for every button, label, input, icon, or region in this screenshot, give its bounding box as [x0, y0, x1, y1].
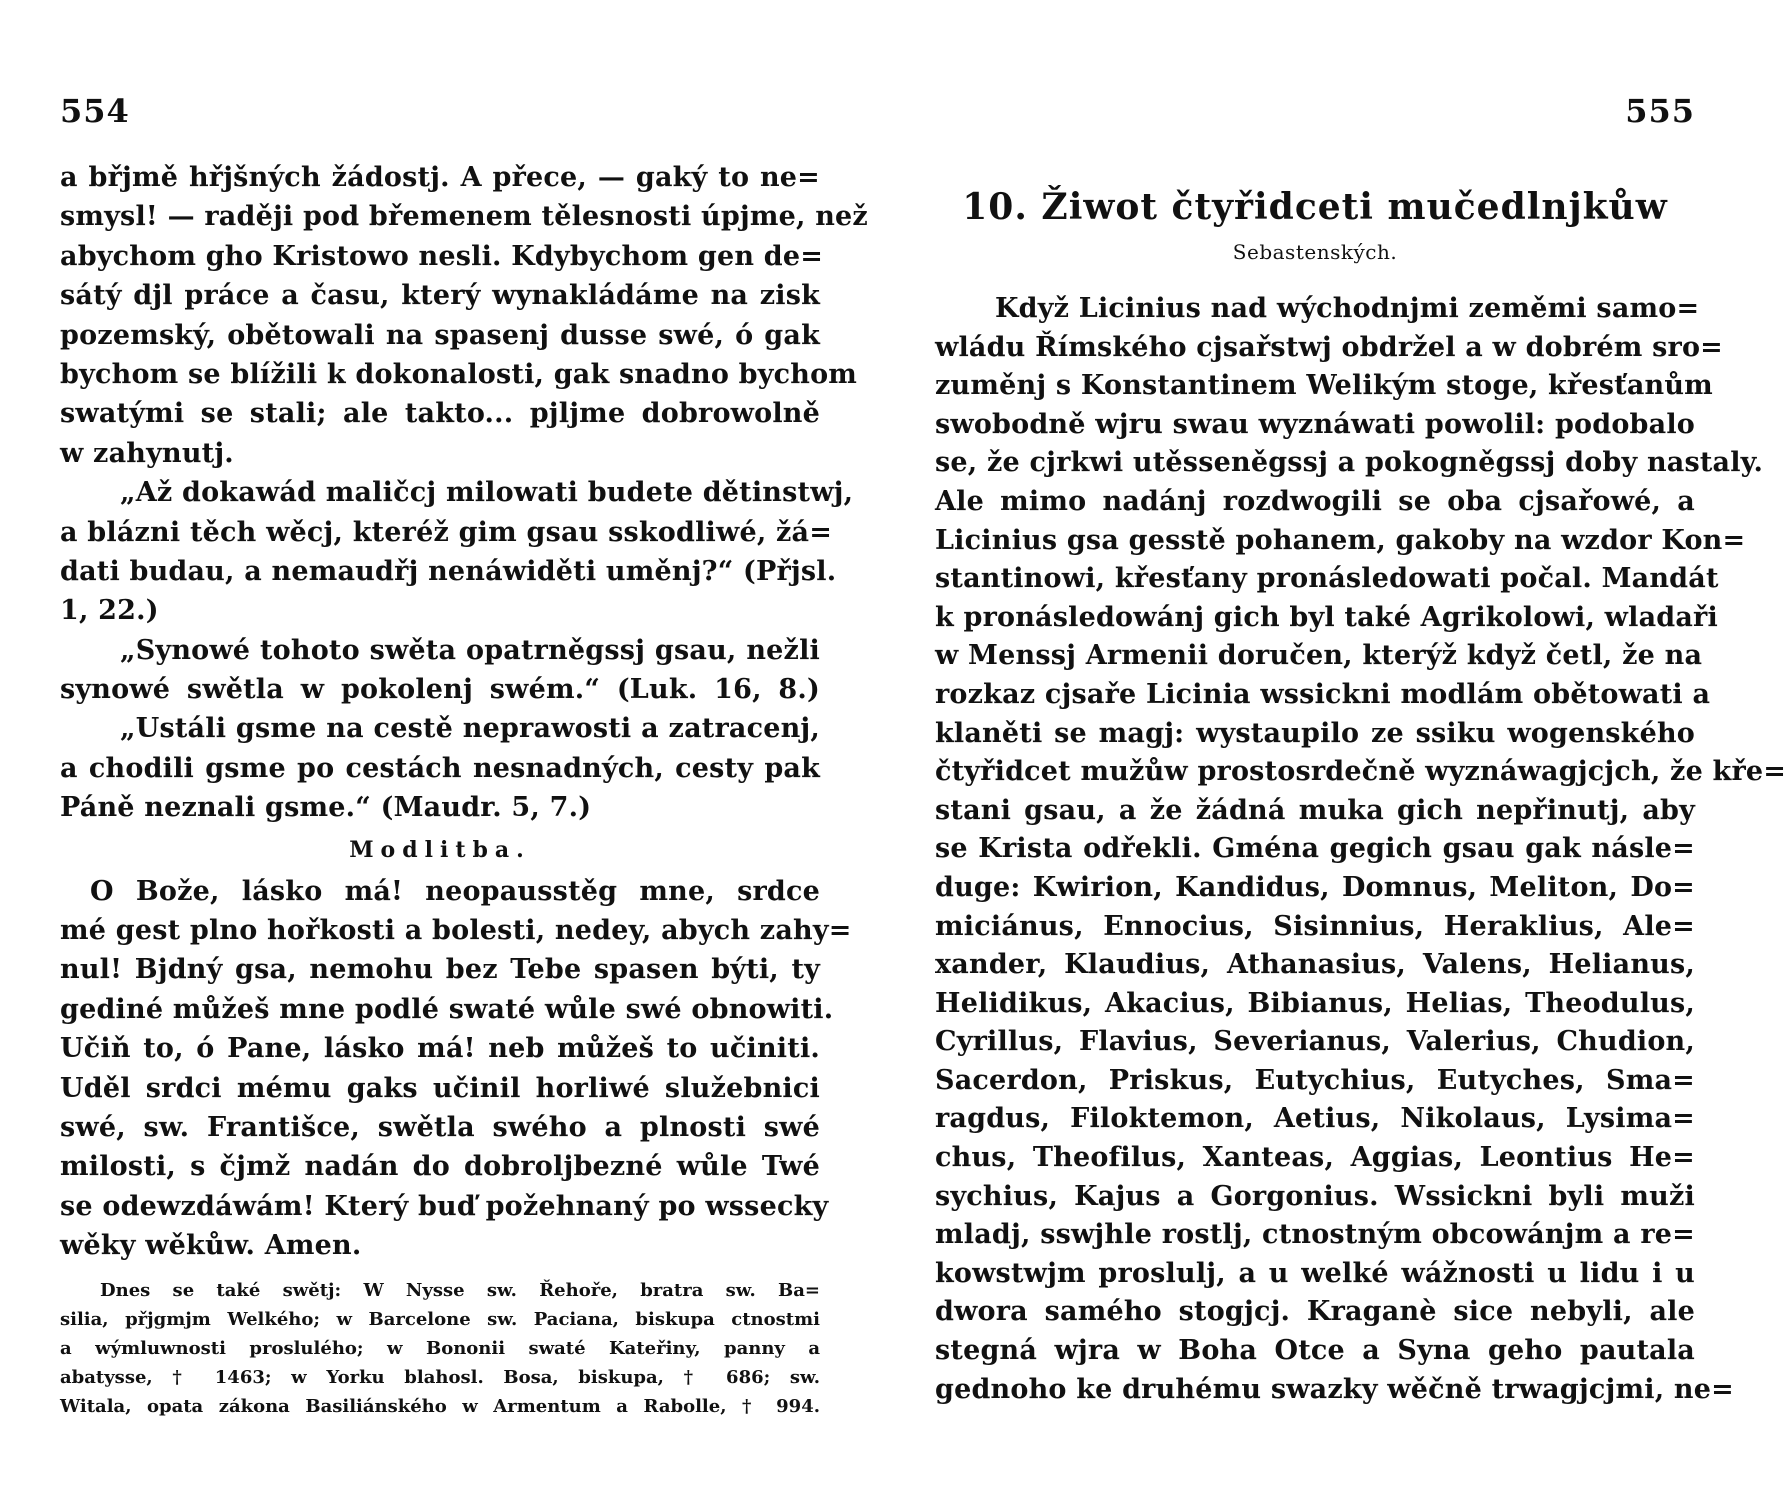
- text-line: abychom gho Kristowo nesli. Kdybychom gen de=: [60, 240, 824, 272]
- prayer-line: milosti, s čjmž nadán do dobroljbezné wůle Twé: [60, 1151, 820, 1183]
- prayer-line: Uděl srdci mému gaks učinil horliwé služebnici: [60, 1072, 820, 1104]
- quote-line: a chodili gsme po cestách nesnadných, cesty pak: [60, 752, 820, 784]
- left-page-body: [60, 158, 868, 1421]
- right-page-body: [935, 290, 1786, 1409]
- text-line: sátý djl práce a času, který wynakládáme na zisk: [60, 280, 820, 312]
- text-line: se Krista odřekli. Gména gegich gsau gak násle=: [935, 833, 1695, 865]
- text-line: duge: Kwirion, Kandidus, Domnus, Meliton, Do=: [935, 871, 1695, 903]
- text-line: Sacerdon, Priskus, Eutychius, Eutyches, Sma=: [935, 1064, 1695, 1096]
- text-line: gednoho ke druhému swazky wěčně trwagjcjmi, ne=: [935, 1373, 1734, 1405]
- text-line: w zahynutj.: [60, 437, 234, 469]
- text-line: klaněti se magj: wystaupilo ze ssiku wogenského: [935, 717, 1695, 749]
- prayer-heading: Modlitba.: [349, 836, 531, 863]
- prayer-line: se odewzdáwám! Který buď požehnaný po wssecky: [60, 1190, 829, 1222]
- text-line: smysl! — raději pod břemenem tělesnosti úpjme, než: [60, 201, 868, 233]
- text-line: Cyrillus, Flavius, Severianus, Valerius, Chudion,: [935, 1026, 1695, 1058]
- text-line: chus, Theofilus, Xanteas, Aggias, Leontius He=: [935, 1142, 1695, 1174]
- text-line: swatými se stali; ale takto... pjljme dobrowolně: [60, 398, 820, 430]
- text-line: čtyřidcet mužůw prostosrdečně wyznáwagjcjch, že kře=: [935, 756, 1786, 788]
- chapter-title: 10. Žiwot čtyřidceti mučedlnjkůw: [962, 186, 1668, 228]
- prayer-line: gediné můžeš mne podlé swaté wůle swé obnowiti.: [60, 993, 834, 1025]
- footnote-line: Witala, opata zákona Basiliánského w Armentum a Rabolle, † 994.: [60, 1395, 820, 1417]
- quote-line: „Až dokawád maličcj milowati budete dětinstwj,: [120, 477, 854, 509]
- text-line: w Menssj Armenii doručen, kterýž když četl, že na: [935, 640, 1703, 672]
- footnote-line: Dnes se také swětj: W Nysse sw. Řehoře, bratra sw. Ba=: [100, 1279, 820, 1301]
- prayer-line: O Bože, lásko má! neopausstěg mne, srdce: [90, 875, 820, 907]
- prayer-line: wěky wěkůw. Amen.: [60, 1230, 362, 1262]
- text-line: mladj, sswjhle rostlj, ctnostným obcowánjm a re=: [935, 1219, 1695, 1251]
- quote-line: synowé swětla w pokolenj swém.“ (Luk. 16, 8.): [60, 674, 820, 706]
- text-line: ragdus, Filoktemon, Aetius, Nikolaus, Lysima=: [935, 1103, 1695, 1135]
- text-line: sychius, Kajus a Gorgonius. Wssickni byli muži: [935, 1180, 1695, 1212]
- text-line: xander, Klaudius, Athanasius, Valens, Helianus,: [935, 949, 1695, 981]
- quote-line: „Synowé tohoto swěta opatrněgssj gsau, nežli: [120, 634, 820, 666]
- text-line: miciánus, Ennocius, Sisinnius, Heraklius, Ale=: [935, 910, 1695, 942]
- quote-line: „Ustáli gsme na cestě neprawosti a zatracenj,: [120, 713, 820, 745]
- prayer-line: nul! Bjdný gsa, nemohu bez Tebe spasen býti, ty: [60, 954, 820, 986]
- chapter-subtitle: Sebastenských.: [1232, 240, 1398, 264]
- text-line: bychom se blížili k dokonalosti, gak snadno bychom: [60, 358, 858, 390]
- quote-line: 1, 22.): [60, 595, 159, 627]
- text-line: Ale mimo nadánj rozdwogili se oba cjsařowé, a: [935, 485, 1695, 517]
- text-line: rozkaz cjsaře Licinia wssickni modlám obětowati a: [935, 678, 1711, 710]
- right-page: [935, 0, 1786, 1500]
- text-line: pozemský, obětowali na spasenj dusse swé, ó gak: [60, 319, 820, 351]
- text-line: stegná wjra w Boha Otce a Syna geho pautala: [935, 1335, 1695, 1367]
- prayer-line: swé, sw. Františce, swětla swého a plnosti swé: [60, 1111, 820, 1143]
- page-number-left: 554: [60, 92, 130, 130]
- footnote-block: [60, 1276, 820, 1421]
- text-line: Helidikus, Akacius, Bibianus, Helias, Theodulus,: [935, 987, 1695, 1019]
- text-line: dwora samého stogjcj. Kraganè sice nebyli, ale: [935, 1296, 1695, 1328]
- text-line: stani gsau, a že žádná muka gich nepřinutj, aby: [935, 794, 1695, 826]
- quote-line: Páně neznali gsme.“ (Maudr. 5, 7.): [60, 792, 592, 824]
- text-line: swobodně wjru swau wyznáwati powolil: podobalo: [935, 408, 1695, 440]
- left-page: [60, 0, 868, 1500]
- text-line: Licinius gsa gesstě pohanem, gakoby na wzdor Kon=: [935, 524, 1746, 556]
- text-line: stantinowi, křesťany pronásledowati počal. Mandát: [935, 563, 1719, 595]
- text-line: a břjmě hřjšných žádostj. A přece, — gaký to ne=: [60, 162, 820, 193]
- text-line: se, že cjrkwi utěsseněgssj a pokogněgssj doby nastaly.: [935, 447, 1764, 479]
- footnote-line: abatysse, † 1463; w Yorku blahosl. Bosa, biskupa, † 686; sw.: [60, 1366, 820, 1388]
- text-line: kowstwjm proslulj, a u welké wážnosti u lidu i u: [935, 1257, 1695, 1289]
- footnote-line: a wýmluwnosti proslulého; w Bononii swaté Kateřiny, panny a: [60, 1337, 820, 1359]
- text-line: k pronásledowánj gich byl také Agrikolowi, wladaři: [935, 601, 1718, 633]
- quote-line: dati budau, a nemaudřj nenáwiděti uměnj?“ (Přjsl.: [60, 555, 837, 587]
- prayer-line: Učiň to, ó Pane, lásko má! neb můžeš to učiniti.: [60, 1033, 820, 1065]
- text-line: zuměnj s Konstantinem Welikým stoge, křesťanům: [935, 370, 1713, 402]
- text-line: wládu Římského cjsařstwj obdržel a w dobrém sro=: [935, 331, 1723, 363]
- quote-line: a blázni těch wěcj, kteréž gim gsau sskodliwé, žá=: [60, 516, 833, 548]
- prayer-line: mé gest plno hořkosti a bolesti, nedey, abych zahy=: [60, 915, 852, 947]
- footnote-line: silia, přjgmjm Welkého; w Barcelone sw. Paciana, biskupa ctnostmi: [60, 1308, 820, 1330]
- text-line: Když Licinius nad wýchodnjmi zeměmi samo=: [995, 293, 1700, 324]
- page-number-right: 555: [1625, 92, 1695, 130]
